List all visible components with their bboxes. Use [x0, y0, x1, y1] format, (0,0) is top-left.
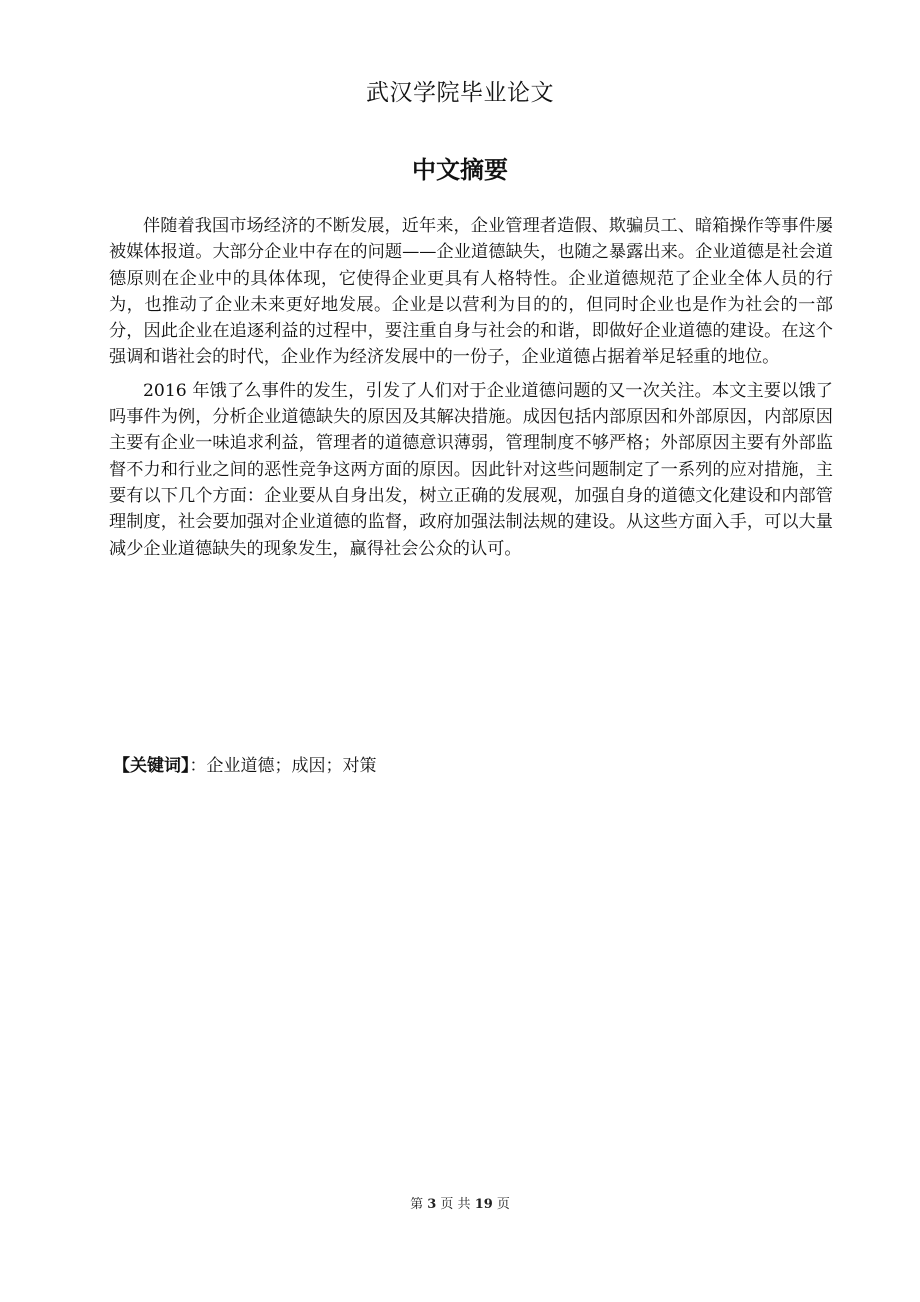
page-footer: [0, 1193, 920, 1212]
abstract-paragraph-2: 2016 年饿了么事件的发生，引发了人们对于企业道德问题的又一次关注。本文主要以饿了吗事件为例，分析企业道德缺失的原因及其解决措施。成因包括内部原因和外部原因，内部原因主要有企业一味追求利益，管理者的道德意识薄弱，管理制度不够严格；外部原因主要有外部监督不力和行业之间的恶性竞争这两方面的原因。因此针对这些问题制定了一系列的应对措施，主要有以下几个方面：企业要从自身出发，树立正确的发展观，加强自身的道德文化建设和内部管理制度，社会要加强对企业道德的监督，政府加强法制法规的建设。从这些方面入手，可以大量减少企业道德缺失的现象发生，赢得社会公众的认可。: [109, 380, 833, 559]
abstract-heading: 中文摘要: [412, 156, 508, 184]
abstract-paragraph-1: 伴随着我国市场经济的不断发展，近年来，企业管理者造假、欺骗员工、暗箱操作等事件屡被媒体报道。大部分企业中存在的问题——企业道德缺失，也随之暴露出来。企业道德是社会道德原则在企业中的具体体现，它使得企业更具有人格特性。企业道德规范了企业全体人员的行为，也推动了企业未来更好地发展。企业是以营利为目的的，但同时企业也是作为社会的一部分，因此企业在追逐利益的过程中，要注重自身与社会的和谐，即做好企业道德的建设。在这个强调和谐社会的时代，企业作为经济发展中的一份子，企业道德占据着举足轻重的地位。: [109, 216, 833, 368]
footer-total-pages: 19: [474, 1197, 493, 1212]
footer-suffix: 页: [496, 1197, 510, 1212]
footer-prefix: 第: [410, 1197, 424, 1212]
abstract-body: [109, 213, 833, 562]
footer-middle: 页 共: [440, 1197, 471, 1212]
footer-current-page: 3: [427, 1197, 437, 1212]
keywords-line: [113, 753, 833, 779]
page-header-title: 武汉学院毕业论文: [366, 80, 554, 106]
keywords-text: ：企业道德；成因；对策: [189, 756, 377, 776]
keywords-label: 【关键词】: [113, 756, 190, 776]
